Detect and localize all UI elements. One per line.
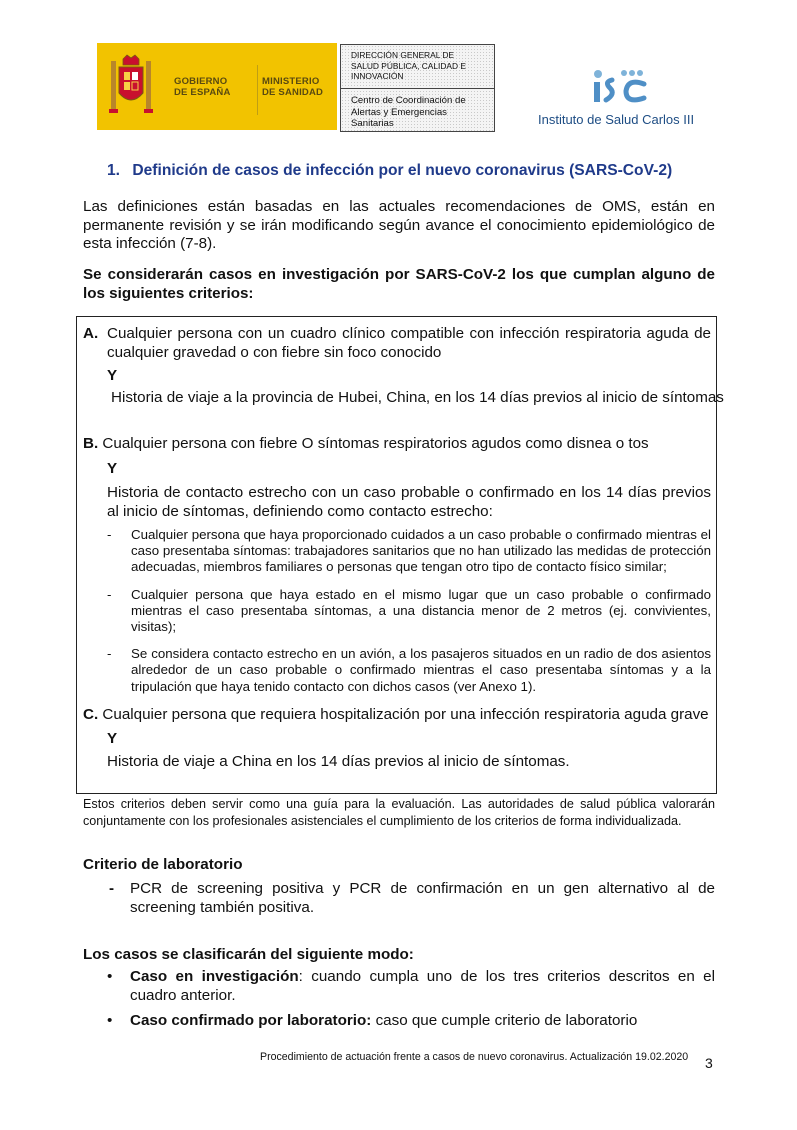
criterion-a-history: Historia de viaje a la provincia de Hubei, China, en los 14 días previos al inicio de síntomas xyxy=(111,389,724,406)
criterion-a-letter: A. xyxy=(83,325,99,342)
criteria-heading: Se considerarán casos en investigación por SARS-CoV-2 los que cumplan alguno de los siguientes criterios: xyxy=(83,266,715,302)
ccaes-label: Centro de Coordinación de Alertas y Emergencias Sanitarias xyxy=(351,95,466,130)
ministerio-label: MINISTERIO DE SANIDAD xyxy=(262,76,324,98)
classification-item: • Caso en investigación: cuando cumpla uno de los tres criterios descritos en el cuadro anterior. xyxy=(107,968,715,1004)
gobierno-label: GOBIERNO DE ESPAÑA xyxy=(174,76,231,98)
dash-bullet: - xyxy=(107,586,112,602)
criterion-a xyxy=(83,325,711,362)
bullet-icon: • xyxy=(107,968,113,985)
criterion-a-and: Y xyxy=(107,367,118,384)
isciii-logo xyxy=(532,66,702,132)
guidance-note: Estos criterios deben servir como una guía para la evaluación. Las autoridades de salud pública valorarán conjuntamente con los profesionales asistenciales el cumplimiento de los criterios de forma individualizada. xyxy=(83,797,715,828)
lab-item: - PCR de screening positiva y PCR de confirmación en un gen alternativo al de screening también positiva. xyxy=(109,880,715,916)
direccion-general-box xyxy=(340,44,495,132)
bullet-icon: • xyxy=(107,1012,113,1029)
coat-of-arms-icon xyxy=(107,53,155,119)
criterion-b-history: Historia de contacto estrecho con un caso probable o confirmado en los 14 días previos al inicio de síntomas, definiendo como contacto estrecho: xyxy=(107,484,711,520)
list-item: - Se considera contacto estrecho en un avión, a los pasajeros situados en un radio de dos asientos alrededor de un caso probable o confirmado mientras el caso presentaba síntomas y a la tripulación que haya tenido contacto con dichos casos (ver Anexo 1). xyxy=(107,646,711,694)
criterion-b-text: Cualquier persona con fiebre O síntomas respiratorios agudos como disnea o tos xyxy=(102,435,649,452)
criteria-box xyxy=(76,316,724,794)
lab-heading: Criterio de laboratorio xyxy=(83,856,243,873)
section-title-text: Definición de casos de infección por el nuevo coronavirus (SARS-CoV-2) xyxy=(132,162,673,179)
dg-label: DIRECCIÓN GENERAL DE SALUD PÚBLICA, CALIDAD E INNOVACIÓN xyxy=(341,45,494,89)
criterion-c xyxy=(83,706,709,723)
dash-bullet: - xyxy=(107,646,112,662)
criterion-c-and: Y xyxy=(107,730,118,747)
isciii-name: Instituto de Salud Carlos III xyxy=(538,112,695,127)
criterion-c-text: Cualquier persona que requiera hospitalización por una infección respiratoria aguda grave xyxy=(102,706,709,723)
intro-paragraph: Las definiciones están basadas en las actuales recomendaciones de OMS, están en permanente revisión y se irán modificando según avance el conocimiento epidemiológico de esta infección (7-8). xyxy=(83,198,715,252)
logo-divider xyxy=(257,65,258,115)
dash-bullet: - xyxy=(109,880,115,897)
contact-list xyxy=(107,527,711,695)
section-title xyxy=(107,162,672,180)
isciii-mark-icon xyxy=(584,66,654,106)
classification-item: • Caso confirmado por laboratorio: caso que cumple criterio de laboratorio xyxy=(107,1012,638,1029)
gobierno-logo xyxy=(97,43,337,130)
page-footer: Procedimiento de actuación frente a casos de nuevo coronavirus. Actualización 19.02.2020 xyxy=(260,1051,689,1063)
page-number: 3 xyxy=(705,1055,713,1071)
criterion-c-history: Historia de viaje a China en los 14 días previos al inicio de síntomas. xyxy=(107,753,570,770)
list-item: - Cualquier persona que haya proporcionado cuidados a un caso probable o confirmado mientras el caso presentaba síntomas: trabajadores sanitarios que no han utilizado las medidas de protección adecuadas, miembros familiares o personas que tengan otro tipo de contacto físico similar; xyxy=(107,527,711,575)
criterion-a-text: Cualquier persona con un cuadro clínico compatible con infección respiratoria aguda de cualquier gravedad o con fiebre sin foco conocido xyxy=(107,325,711,361)
criterion-c-letter: C. xyxy=(83,706,99,723)
criterion-b-letter: B. xyxy=(83,435,99,452)
dash-bullet: - xyxy=(107,527,112,542)
list-item: - Cualquier persona que haya estado en el mismo lugar que un caso probable o confirmado mientras el caso presentaba síntomas, a una distancia menor de 2 metros (ej. convivientes, visitas); xyxy=(107,586,711,635)
section-number: 1. xyxy=(107,162,121,179)
classification-heading: Los casos se clasificarán del siguiente modo: xyxy=(83,946,414,963)
criterion-b-and: Y xyxy=(107,460,118,477)
criterion-b xyxy=(83,435,649,452)
